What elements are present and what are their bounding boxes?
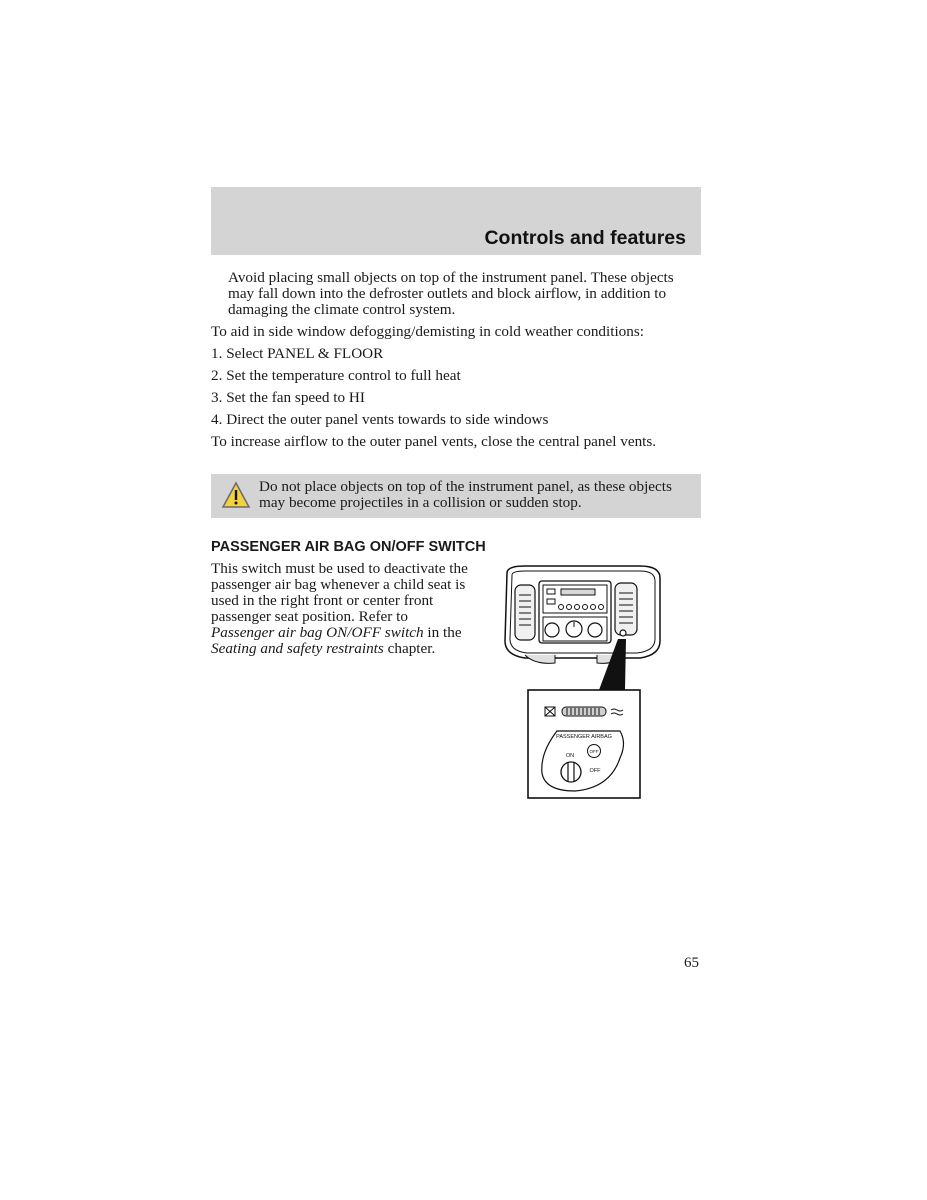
airbag-switch-figure (495, 563, 670, 805)
step-3: 3. Set the fan speed to HI (211, 389, 365, 406)
step-4: 4. Direct the outer panel vents towards to side windows (211, 411, 549, 428)
chapter-header (211, 187, 701, 255)
airbag-link-2: Seating and safety restraints (211, 640, 384, 657)
off-indicator-label: OFF (589, 749, 599, 754)
section-heading: PASSENGER AIR BAG ON/OFF SWITCH (211, 539, 486, 555)
step-2: 2. Set the temperature control to full heat (211, 367, 461, 384)
airbag-paragraph (211, 561, 471, 657)
step-1: 1. Select PANEL & FLOOR (211, 345, 384, 362)
airbag-text-2: in the (423, 624, 462, 641)
chapter-title: Controls and features (484, 227, 686, 249)
warning-box (211, 474, 701, 518)
page-number: 65 (684, 955, 699, 971)
warning-triangle-icon (221, 481, 251, 509)
defog-intro: To aid in side window defogging/demisting in cold weather conditions: (211, 323, 644, 340)
airbag-link-1: Passenger air bag ON/OFF switch (211, 624, 424, 641)
off-label: OFF (589, 768, 601, 774)
right-vent (615, 583, 637, 635)
airflow-text: To increase airflow to the outer panel vents, close the central panel vents. (211, 433, 657, 450)
airbag-text-1: This switch must be used to deactivate the passenger air bag whenever a child seat is used in the right front or center front passenger seat position. Refer to (211, 560, 468, 625)
on-label: ON (565, 753, 575, 759)
key-switch (561, 762, 581, 782)
panel-label: PASSENGER AIRBAG (556, 734, 612, 740)
airbag-text-3: chapter. (383, 640, 436, 657)
intro-note: Avoid placing small objects on top of the instrument panel. These objects may fall down into the defroster outlets and block airflow, in addition to damaging the climate control system. (228, 269, 674, 318)
warning-text: Do not place objects on top of the instrument panel, as these objects may become projectiles in a collision or sudden stop. (259, 478, 672, 511)
